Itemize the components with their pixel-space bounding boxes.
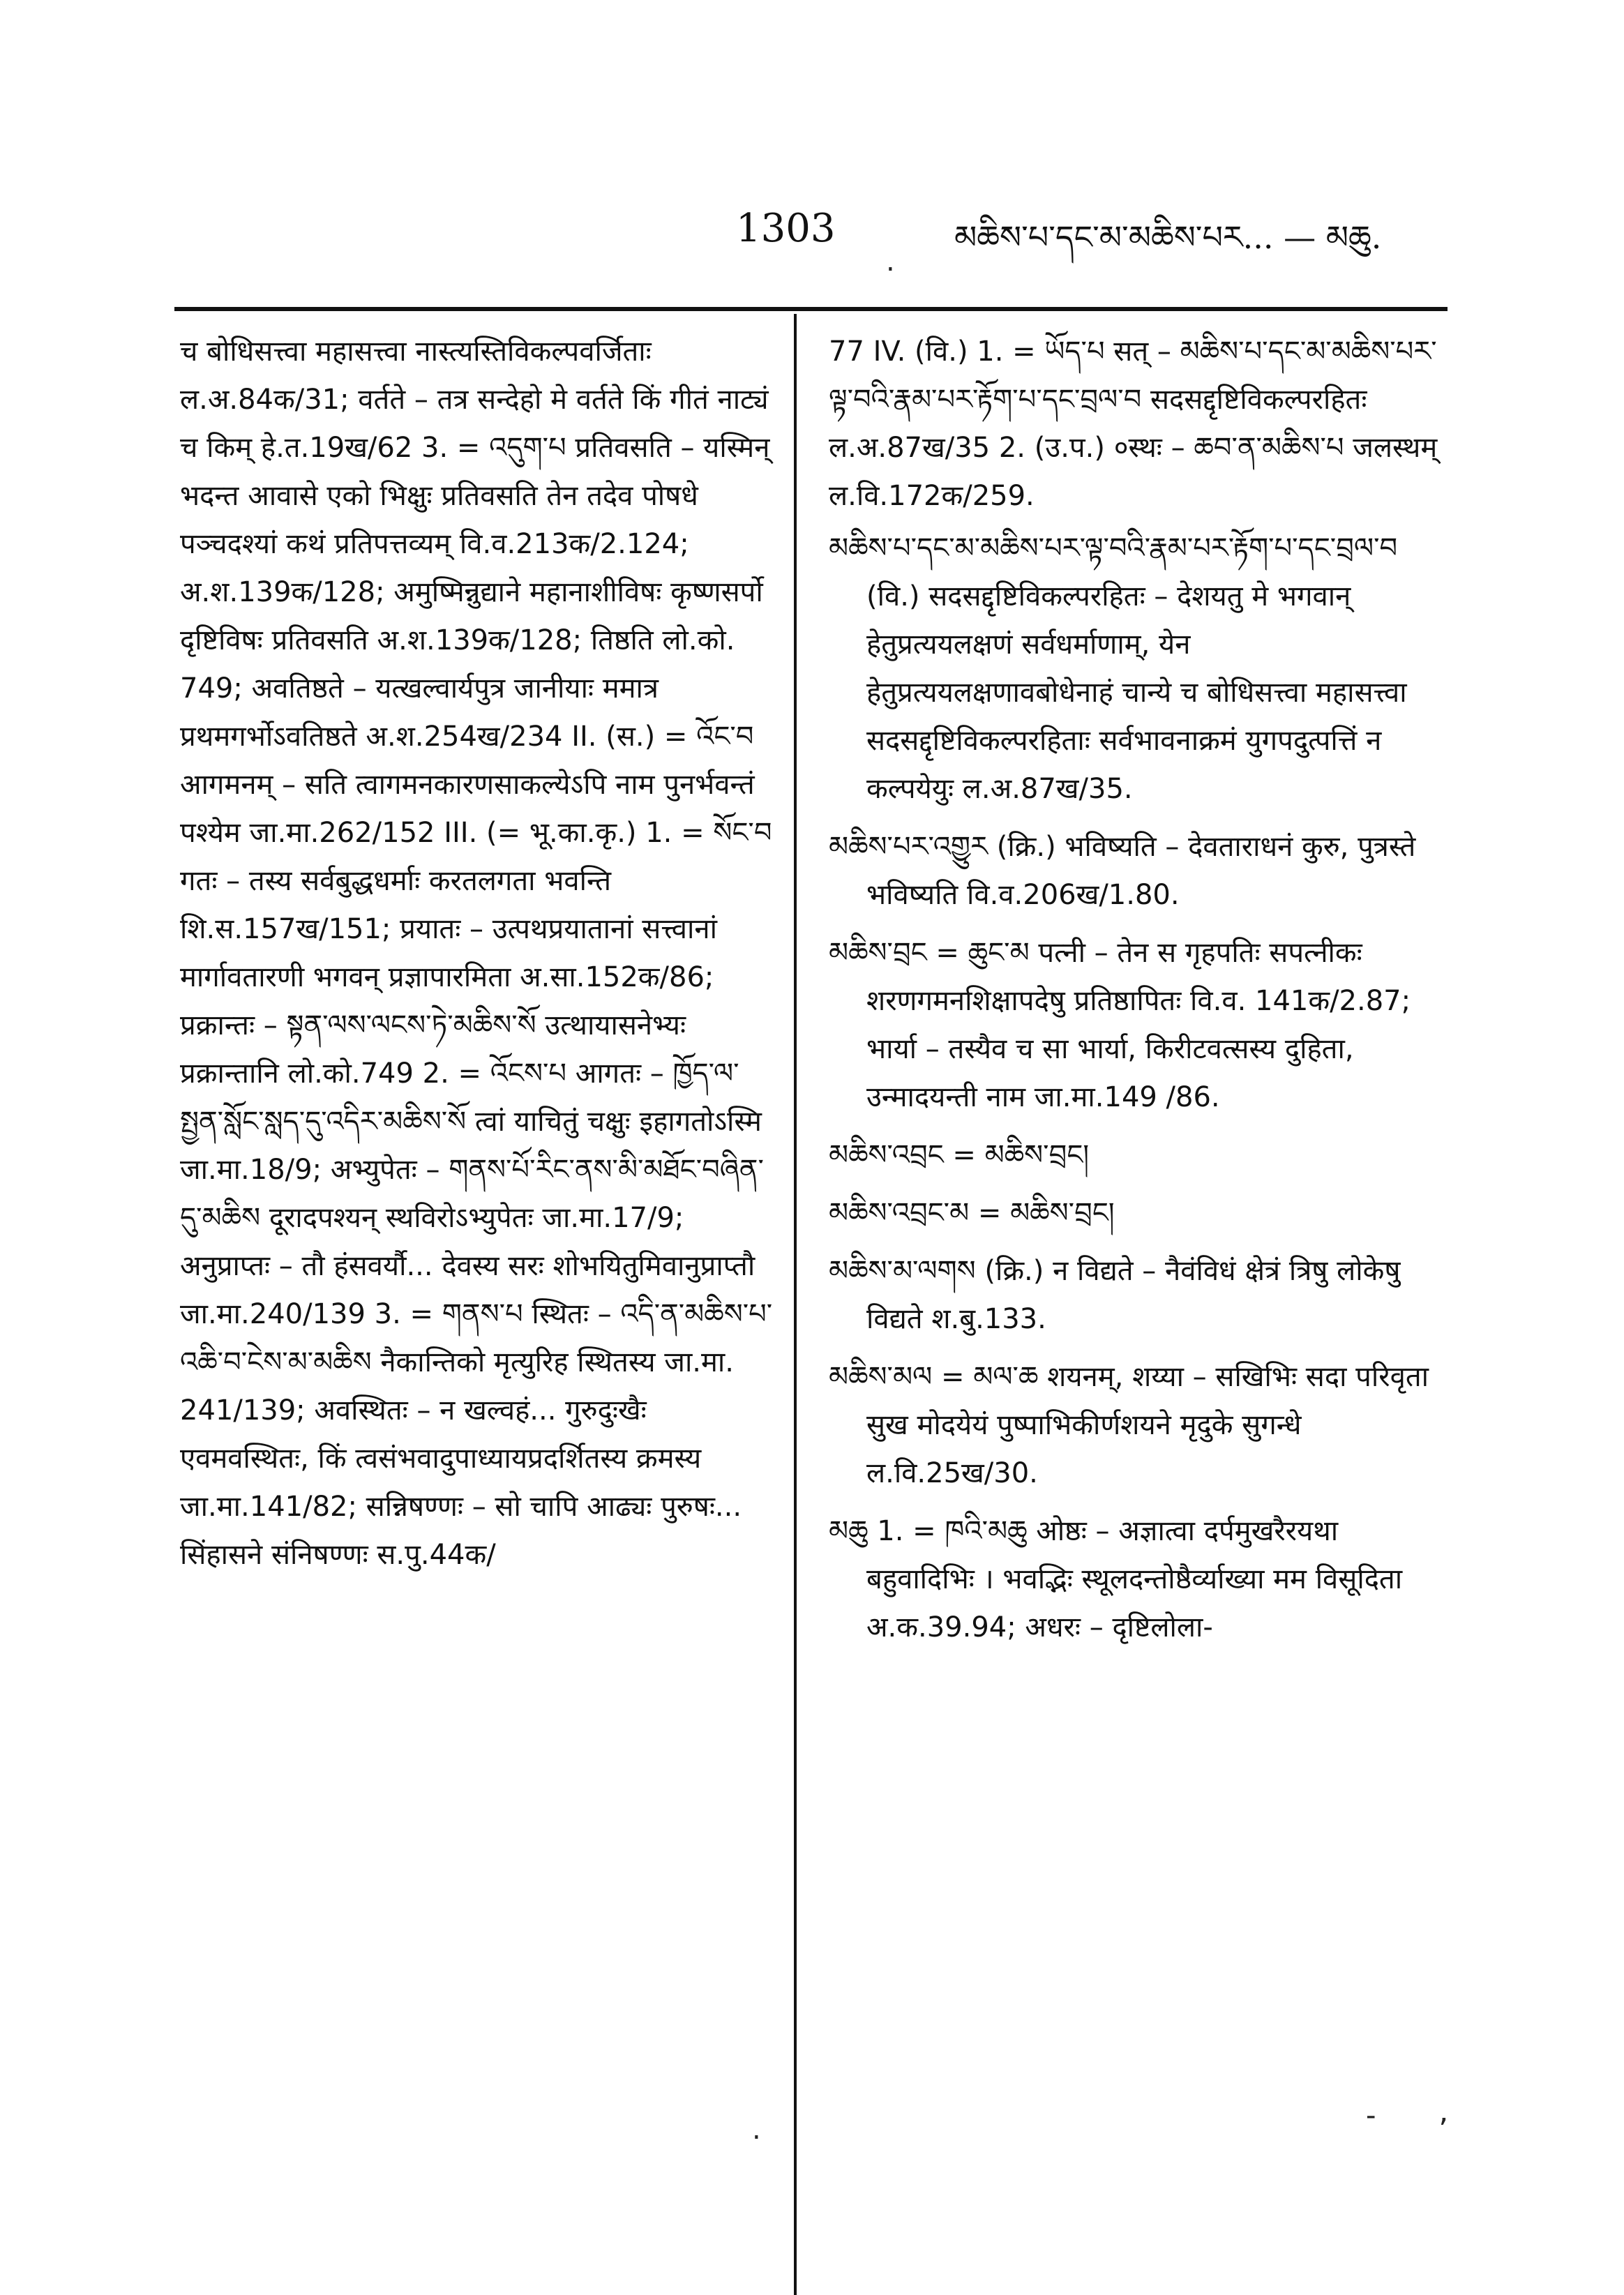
left-column: [180, 328, 780, 2288]
right-column: [829, 328, 1443, 2288]
dictionary-entry: མཆིས་བྲང = ཆུང་མ पत्नी – तेन स गृहपतिः सपत्नीकः शरणगमनशिक्षापदेषु प्रतिष्ठापितः वि.व. 141क/2.87; भार्या – तस्यैव च सा भार्या, किरीटवत्सस्य दुहिता, उन्मादयन्ती नाम जा.मा.149 /86.: [829, 937, 1411, 1113]
header-rule: [174, 307, 1448, 311]
stray-tick: ʼ: [1438, 2112, 1448, 2148]
dictionary-entry: མཆིས་འབྲང = མཆིས་བྲང།: [829, 1139, 1090, 1171]
left-column-text: च बोधिसत्त्वा महासत्त्वा नास्त्यस्तिविकल्पवर्जिताः ल.अ.84क/31; वर्तते – तत्र सन्देहो मे वर्तते किं गीतं नाट्यं च किम् हे.त.19ख/62 3. = འདུག་པ प्रतिवसति – यस्मिन् भदन्त आवासे एको भिक्षुः प्रतिवसति तेन तदेव पोषधे पञ्चदश्यां कथं प्रतिपत्तव्यम् वि.व.213क/2.124; अ.श.139क/128; अमुष्मिन्नुद्याने महानाशीविषः कृष्णसर्पो दृष्टिविषः प्रतिवसति अ.श.139क/128; तिष्ठति लो.को. 749; अवतिष्ठते – यत्खल्वार्यपुत्र जानीयाः ममात्र प्रथमगर्भोऽवतिष्ठते अ.श.254ख/234 II. (स.) = འོང་བ आगमनम् – सति त्वागमनकारणसाकल्येऽपि नाम पुनर्भवन्तं पश्येम जा.मा.262/152 III. (= भू.का.कृ.) 1. = སོང་བ गतः – तस्य सर्वबुद्धधर्माः करतलगता भवन्ति शि.स.157ख/151; प्रयातः – उत्पथप्रयातानां सत्त्वानां मार्गावतारणी भगवन् प्रज्ञापारमिता अ.सा.152क/86; प्रक्रान्तः – སྟན་ལས་ལངས་ཏེ་མཆིས་སོ उत्थायासनेभ्यः प्रक्रान्तानि लो.को.749 2. = འོངས་པ आगतः – ཁྱོད་ལ་སྤྱན་སློང་སླད་དུ་འདིར་མཆིས་སོ त्वां याचितुं चक्षुः इहागतोऽस्मि जा.मा.18/9; अभ्युपेतः – གནས་པོ་རིང་ནས་མི་མཐོང་བཞིན་དུ་མཆིས दूरादपश्यन् स्थविरोऽभ्युपेतः जा.मा.17/9; अनुप्राप्तः – तौ हंसवर्यौ... देवस्य सरः शोभयितुमिवानुप्राप्तौ जा.मा.240/139 3. = གནས་པ स्थितः – འདི་ན་མཆིས་པ་འཆི་བ་ངེས་མ་མཆིས नैकान्तिको मृत्युरिह स्थितस्य जा.मा. 241/139; अवस्थितः – न खल्वहं... गुरुदुःखैः एवमवस्थितः, किं त्वसंभवादुपाध्यायप्रदर्शितस्य क्रमस्य जा.मा.141/82; सन्निषण्णः – सो चापि आढ्यः पुरुषः... सिंहासने संनिषण्णः स.पु.44क/: [180, 336, 773, 1571]
stray-dot: .: [886, 246, 895, 278]
dictionary-entry: མཆིས་མ་ལགས (क्रि.) न विद्यते – नैवंविधं क्षेत्रं त्रिषु लोकेषु विद्यते श.बु.133.: [829, 1255, 1401, 1335]
dictionary-entry: མཆུ 1. = ཁའི་མཆུ ओष्ठः – अज्ञात्वा दर्पमुखरैरयथा बहुवादिभिः । भवद्भिः स्थूलदन्तोष्ठैर्व्याख्या मम विसूदिता अ.क.39.94; अधरः – दृष्टिलोला-: [829, 1515, 1403, 1643]
page-number: 1303: [736, 206, 836, 251]
stray-dash: -: [1366, 2100, 1376, 2132]
dictionary-entry: མཆིས་པར་འགྱུར (क्रि.) भविष्यति – देवताराधनं कुरु, पुत्रस्ते भविष्यति वि.व.206ख/1.80.: [829, 831, 1416, 911]
dictionary-entry: མཆིས་པ་དང་མ་མཆིས་པར་ལྟ་བའི་རྣམ་པར་རྟོག་པ་དང་བྲལ་བ (वि.) सदसद्दृष्टिविकल्परहितः – देशयतु मे भगवान् हेतुप्रत्ययलक्षणं सर्वधर्माणाम्, येन हेतुप्रत्ययलक्षणावबोधेनाहं चान्ये च बोधिसत्त्वा महासत्त्वा सदसद्दृष्टिविकल्परहिताः सर्वभावनाक्रमं युगपदुत्पत्तिं न कल्पयेयुः ल.अ.87ख/35.: [829, 532, 1407, 805]
running-head: མཆིས་པ་དང་མ་མཆིས་པར... — མཆུ.: [954, 218, 1382, 256]
right-continuation: 77 IV. (वि.) 1. = ཡོད་པ सत् – མཆིས་པ་དང་མ་མཆིས་པར་ལྟ་བའི་རྣམ་པར་རྟོག་པ་དང་བྲལ་བ सदसद्दृष्टिविकल्परहितः ल.अ.87ख/35 2. (उ.प.) ०स्थः – ཆབ་ན་མཆིས་པ जलस्थम् ल.वि.172क/259.: [829, 336, 1438, 512]
dictionary-entry: མཆིས་འབྲང་མ = མཆིས་བྲང།: [829, 1197, 1115, 1229]
dictionary-entry: མཆིས་མལ = མལ་ཆ शयनम्, शय्या – सखिभिः सदा परिवृता सुख मोदयेयं पुष्पाभिकीर्णशयने मृदुके सुगन्धे ल.वि.25ख/30.: [829, 1361, 1429, 1489]
column-divider: [794, 314, 797, 2295]
stray-dot: .: [752, 2114, 761, 2146]
